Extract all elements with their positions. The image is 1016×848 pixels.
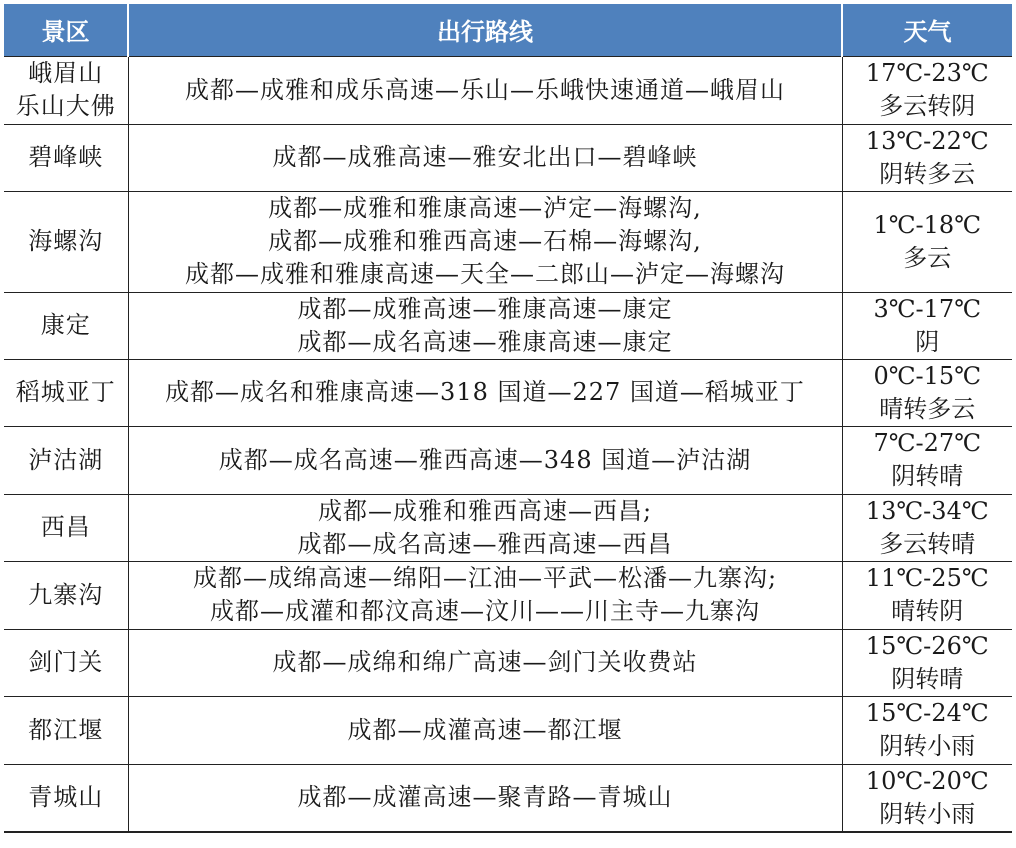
route-line: 成都—成灌和都汶高速—汶川——川主寺—九寨沟 <box>210 597 760 625</box>
scenic-line: 都江堰 <box>28 715 104 744</box>
weather-cell <box>842 191 1012 292</box>
scenic-line: 青城山 <box>28 783 104 811</box>
weather-cell <box>842 696 1012 764</box>
weather-line: 阴转晴 <box>891 462 964 490</box>
weather-line: 3℃-17℃ <box>873 294 982 323</box>
scenic-cell <box>4 764 128 832</box>
header-route: 出行路线 <box>128 4 842 56</box>
scenic-cell <box>4 292 128 359</box>
scenic-line: 峨眉山 <box>28 59 104 87</box>
table-row <box>4 494 1012 561</box>
route-cell <box>128 191 842 292</box>
scenic-line: 乐山大佛 <box>15 92 116 120</box>
weather-cell <box>842 56 1012 124</box>
weather-line: 10℃-20℃ <box>865 766 989 795</box>
weather-line: 多云转晴 <box>879 529 976 558</box>
scenic-line: 康定 <box>40 311 91 339</box>
route-line: 成都—成雅和雅西高速—西昌; <box>317 496 653 525</box>
weather-line: 阴转小雨 <box>879 732 976 760</box>
scenic-line: 碧峰峡 <box>28 143 104 171</box>
weather-line: 阴 <box>915 327 940 356</box>
scenic-cell <box>4 426 128 494</box>
route-cell <box>128 696 842 764</box>
scenic-cell <box>4 696 128 764</box>
scenic-line: 西昌 <box>40 513 91 541</box>
header-row <box>4 4 1012 56</box>
scenic-line: 海螺沟 <box>28 227 104 255</box>
scenic-route-weather-table <box>4 4 1012 833</box>
route-line: 成都—成名高速—雅西高速—348 国道—泸沽湖 <box>218 445 752 474</box>
route-line: 成都—成雅和雅西高速—石棉—海螺沟, <box>268 227 702 255</box>
scenic-line: 九寨沟 <box>28 580 104 609</box>
route-line: 成都—成名和雅康高速—318 国道—227 国道—稻城亚丁 <box>165 378 805 406</box>
route-cell <box>128 426 842 494</box>
route-line: 成都—成雅高速—雅安北出口—碧峰峡 <box>272 143 698 171</box>
weather-line: 晴转多云 <box>879 394 976 423</box>
route-line: 成都—成绵高速—绵阳—江油—平武—松潘—九寨沟; <box>192 564 778 592</box>
weather-cell <box>842 124 1012 191</box>
weather-line: 0℃-15℃ <box>873 361 982 390</box>
table-row <box>4 561 1012 629</box>
weather-cell <box>842 764 1012 832</box>
route-cell <box>128 56 842 124</box>
weather-line: 阴转小雨 <box>879 799 976 828</box>
weather-cell <box>842 292 1012 359</box>
table-wrapper <box>4 4 1012 833</box>
weather-cell <box>842 426 1012 494</box>
route-cell <box>128 359 842 426</box>
table-body <box>4 56 1012 832</box>
route-line: 成都—成绵和绵广高速—剑门关收费站 <box>272 648 698 676</box>
route-cell <box>128 292 842 359</box>
weather-line: 1℃-18℃ <box>873 210 982 239</box>
table-row <box>4 629 1012 696</box>
table-row <box>4 426 1012 494</box>
weather-line: 11℃-25℃ <box>865 564 989 592</box>
weather-line: 13℃-22℃ <box>865 126 989 155</box>
weather-line: 多云转阴 <box>879 92 976 120</box>
scenic-cell <box>4 359 128 426</box>
route-line: 成都—成雅高速—雅康高速—康定 <box>297 294 673 323</box>
route-line: 成都—成雅和雅康高速—天全—二郎山—泸定—海螺沟 <box>185 260 785 288</box>
route-line: 成都—成雅和成乐高速—乐山—乐峨快速通道—峨眉山 <box>185 75 785 104</box>
scenic-cell <box>4 124 128 191</box>
route-cell <box>128 629 842 696</box>
weather-line: 17℃-23℃ <box>865 59 989 87</box>
weather-line: 13℃-34℃ <box>865 496 989 525</box>
scenic-cell <box>4 494 128 561</box>
weather-line: 15℃-26℃ <box>865 631 989 660</box>
weather-cell <box>842 561 1012 629</box>
route-line: 成都—成灌高速—都江堰 <box>347 715 623 744</box>
weather-line: 晴转阴 <box>891 597 964 625</box>
scenic-line: 泸沽湖 <box>28 445 104 474</box>
scenic-cell <box>4 629 128 696</box>
weather-cell <box>842 359 1012 426</box>
route-line: 成都—成雅和雅康高速—泸定—海螺沟, <box>268 194 702 222</box>
weather-line: 多云 <box>903 243 952 272</box>
header-scenic: 景区 <box>4 4 128 56</box>
scenic-cell <box>4 56 128 124</box>
table-row <box>4 764 1012 832</box>
table-header <box>4 4 1012 56</box>
weather-cell <box>842 629 1012 696</box>
scenic-line: 剑门关 <box>28 648 104 676</box>
route-cell <box>128 561 842 629</box>
route-cell <box>128 124 842 191</box>
scenic-line: 稻城亚丁 <box>15 378 116 406</box>
weather-cell <box>842 494 1012 561</box>
weather-line: 阴转晴 <box>891 664 964 693</box>
scenic-cell <box>4 561 128 629</box>
weather-line: 阴转多云 <box>879 159 976 188</box>
table-row <box>4 359 1012 426</box>
weather-line: 7℃-27℃ <box>873 429 982 457</box>
scenic-cell <box>4 191 128 292</box>
route-line: 成都—成灌高速—聚青路—青城山 <box>297 783 673 811</box>
route-line: 成都—成名高速—雅康高速—康定 <box>297 327 673 356</box>
weather-line: 15℃-24℃ <box>865 699 989 727</box>
route-line: 成都—成名高速—雅西高速—西昌 <box>297 529 673 558</box>
header-weather: 天气 <box>903 18 952 47</box>
table-row <box>4 56 1012 124</box>
table-row <box>4 292 1012 359</box>
route-cell <box>128 494 842 561</box>
table-row <box>4 696 1012 764</box>
table-row <box>4 124 1012 191</box>
table-row <box>4 191 1012 292</box>
route-cell <box>128 764 842 832</box>
